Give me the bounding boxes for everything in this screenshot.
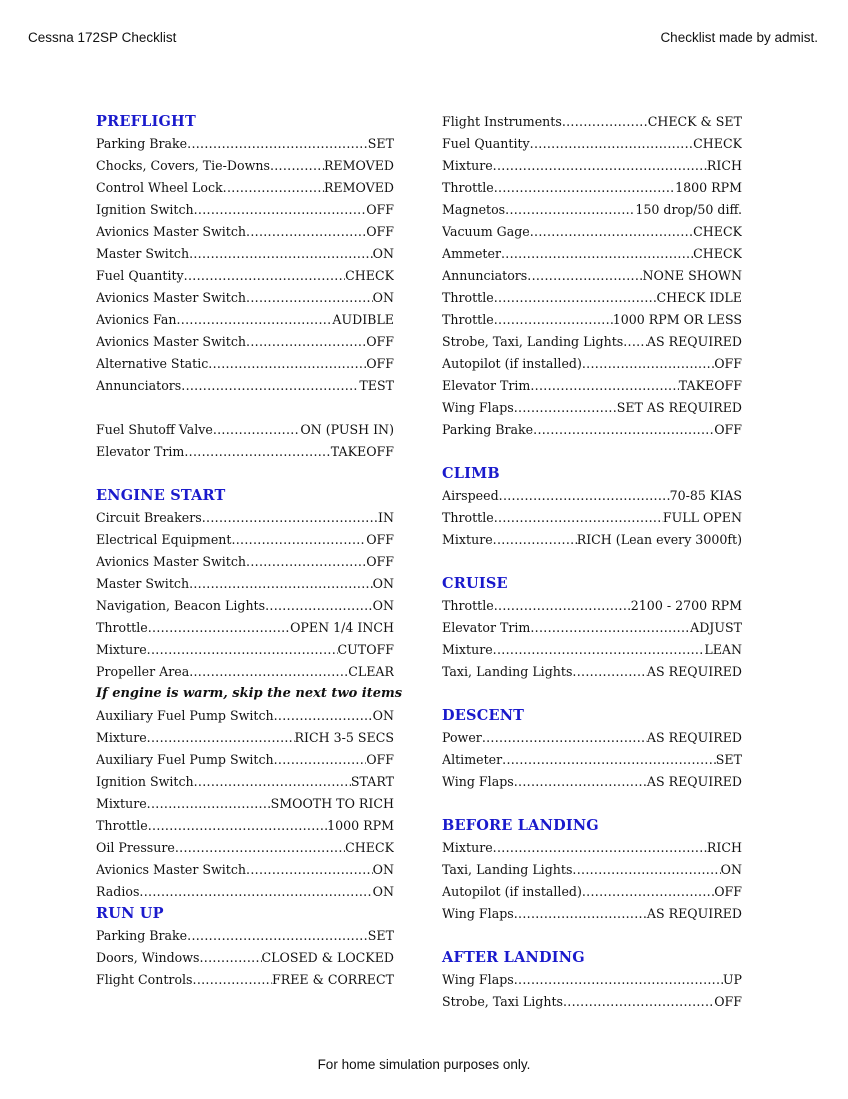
dot-leader [189,243,373,265]
checklist-row [442,771,742,793]
checklist-item: Avionics Master Switch [96,862,247,877]
checklist-row [442,507,742,529]
checklist-item: Elevator Trim [442,620,531,635]
dot-leader [231,529,366,551]
checklist-item: Avionics Fan [96,312,177,327]
checklist-row [96,177,394,199]
checklist-row [442,595,742,617]
dot-leader [184,441,330,463]
checklist-action: 150 drop/50 diff. [635,202,742,217]
checklist-section-descent [442,705,742,815]
checklist-row [442,177,742,199]
dot-leader [270,155,324,177]
checklist-item: Flight Controls [96,972,193,987]
checklist-action: RICH (Lean every 3000ft) [576,532,742,547]
checklist-row [96,155,394,177]
checklist-row [96,265,394,287]
dot-leader [530,617,690,639]
checklist-action: ON [372,708,394,723]
checklist-row [96,441,394,463]
checklist-section-cruise [442,573,742,705]
checklist-action: ON [372,862,394,877]
checklist-item: Wing Flaps [442,906,514,921]
checklist-row [96,419,394,441]
checklist-item: Wing Flaps [442,972,514,987]
checklist-item: Throttle [442,598,494,613]
dot-leader [582,881,714,903]
checklist-row [96,705,394,727]
checklist-action: ON [720,862,742,877]
checklist-row [442,969,742,991]
checklist-row [442,199,742,221]
checklist-action: OFF [714,994,742,1009]
checklist-item: Mixture [442,532,493,547]
checklist-action: ON [372,884,394,899]
checklist-action: CHECK [345,268,394,283]
checklist-section-continued [442,111,742,463]
dot-leader [246,287,373,309]
checklist-row [442,353,742,375]
spacer [442,551,742,573]
checklist-row [96,793,394,815]
checklist-row [442,903,742,925]
dot-leader [148,617,290,639]
checklist-row [442,991,742,1013]
dot-leader [265,595,373,617]
dot-leader [493,155,707,177]
checklist-row [442,419,742,441]
checklist-row [442,749,742,771]
checklist-item: Vacuum Gage [442,224,530,239]
checklist-row [442,331,742,353]
checklist-item: Strobe, Taxi, Landing Lights [442,334,624,349]
dot-leader [514,771,647,793]
dot-leader [572,661,647,683]
spacer [442,793,742,815]
checklist-action: FREE & CORRECT [272,972,394,987]
spacer [442,683,742,705]
dot-leader [494,309,613,331]
dot-leader [148,815,327,837]
dot-leader [184,265,345,287]
dot-leader [189,573,373,595]
checklist-row [442,639,742,661]
checklist-row [96,243,394,265]
dot-leader [208,353,366,375]
checklist-action: AS REQUIRED [646,730,742,745]
checklist-action: CLEAR [348,664,394,679]
dot-leader [200,947,262,969]
checklist-action: TEST [359,378,394,393]
checklist-item: Electrical Equipment [96,532,232,547]
checklist-row [96,661,394,683]
checklist-row [96,881,394,903]
checklist-action: AS REQUIRED [646,906,742,921]
dot-leader [505,199,635,221]
checklist-action: AS REQUIRED [646,774,742,789]
checklist-item: Fuel Quantity [96,268,184,283]
dot-leader [246,331,366,353]
checklist-action: OFF [366,752,394,767]
checklist-action: IN [378,510,394,525]
checklist-action: 1000 RPM OR LESS [612,312,742,327]
checklist-item: Ignition Switch [96,202,194,217]
checklist-row [96,727,394,749]
checklist-item: Auxiliary Fuel Pump Switch [96,708,274,723]
checklist-action: ON [372,576,394,591]
checklist-item: Parking Brake [442,422,534,437]
dot-leader [274,705,373,727]
checklist-item: Oil Pressure [96,840,175,855]
dot-leader [482,727,647,749]
checklist-item: Elevator Trim [96,444,185,459]
checklist-row [442,617,742,639]
checklist-section-engine-start [96,485,403,903]
checklist-action: SET AS REQUIRED [616,400,742,415]
checklist-item: Control Wheel Lock [96,180,223,195]
checklist-action: OFF [366,334,394,349]
checklist-item: Throttle [96,818,148,833]
dot-leader [189,661,348,683]
checklist-row [442,265,742,287]
spacer [96,463,394,485]
checklist-action: CUTOFF [337,642,394,657]
dot-leader [514,903,647,925]
checklist-item: Radios [96,884,140,899]
checklist-item: Taxi, Landing Lights [442,664,573,679]
checklist-item: Chocks, Covers, Tie-Downs [96,158,270,173]
checklist-row [442,155,742,177]
checklist-item: Autopilot (if installed) [442,884,582,899]
checklist-item: Alternative Static [96,356,209,371]
section-title: ENGINE START [96,487,226,504]
checklist-action: 2100 - 2700 RPM [630,598,742,613]
checklist-action: RICH 3-5 SECS [294,730,394,745]
checklist-item: Taxi, Landing Lights [442,862,573,877]
checklist-row [442,837,742,859]
checklist-row [96,529,394,551]
checklist-row [96,353,394,375]
checklist-item: Throttle [96,620,148,635]
dot-leader [493,639,705,661]
checklist-item: Magnetos [442,202,506,217]
checklist-row [96,617,394,639]
checklist-row [96,133,394,155]
dot-leader [530,375,678,397]
header-credit: Checklist made by admist. [660,30,818,45]
checklist-row [96,309,394,331]
dot-leader [194,199,367,221]
checklist-action: CHECK & SET [647,114,742,129]
dot-leader [494,507,663,529]
checklist-row [96,749,394,771]
checklist-action: SMOOTH TO RICH [270,796,394,811]
checklist-item: Parking Brake [96,136,188,151]
dot-leader [572,859,720,881]
checklist-row [96,837,394,859]
section-title: AFTER LANDING [442,949,585,966]
checklist-item: Avionics Master Switch [96,554,247,569]
checklist-item: Avionics Master Switch [96,334,247,349]
checklist-action: REMOVED [323,158,394,173]
checklist-action: OFF [366,202,394,217]
checklist-action: CHECK [345,840,394,855]
checklist-action: ON (PUSH IN) [300,422,394,437]
dot-leader [202,507,378,529]
checklist-action: CHECK [693,246,742,261]
dot-leader [213,419,301,441]
checklist-action: CLOSED & LOCKED [261,950,394,965]
checklist-action: TAKEOFF [678,378,742,393]
checklist-row [96,551,394,573]
checklist-action: CHECK [693,136,742,151]
dot-leader [194,771,351,793]
checklist-section-before-landing [442,815,742,947]
dot-leader [514,969,723,991]
checklist-item: Power [442,730,482,745]
dot-leader [493,837,707,859]
checklist-item: Mixture [96,730,147,745]
checklist-row [96,375,394,397]
dot-leader [139,881,372,903]
checklist-item: Fuel Quantity [442,136,530,151]
checklist-action: TAKEOFF [330,444,394,459]
checklist-item: Strobe, Taxi Lights [442,994,563,1009]
dot-leader [582,353,714,375]
dot-leader [527,265,642,287]
spacer [442,441,742,463]
checklist-action: START [350,774,394,789]
checklist-item: Altimeter [442,752,503,767]
checklist-row [442,243,742,265]
dot-leader [147,727,295,749]
checklist-row [96,595,394,617]
dot-leader [187,925,368,947]
checklist-action: OPEN 1/4 INCH [290,620,394,635]
checklist-row [96,925,394,947]
checklist-row [442,859,742,881]
checklist-row [96,331,394,353]
dot-leader [530,221,693,243]
dot-leader [246,551,366,573]
checklist-action: OFF [366,532,394,547]
checklist-item: Autopilot (if installed) [442,356,582,371]
checklist-item: Mixture [96,796,147,811]
checklist-item: Ammeter [442,246,501,261]
checklist-action: NONE SHOWN [642,268,742,283]
checklist-action: AS REQUIRED [646,334,742,349]
checklist-item: Avionics Master Switch [96,224,247,239]
checklist-item: Propeller Area [96,664,190,679]
checklist-item: Master Switch [96,576,190,591]
checklist-action: OFF [366,224,394,239]
checklist-item: Doors, Windows [96,950,200,965]
dot-leader [223,177,324,199]
dot-leader [562,111,648,133]
checklist-item: Throttle [442,290,494,305]
dot-leader [502,749,716,771]
checklist-action: ON [372,290,394,305]
checklist-row [96,969,394,991]
right-column [442,111,742,1013]
checklist-item: Throttle [442,510,494,525]
dot-leader [494,595,631,617]
section-title: BEFORE LANDING [442,817,599,834]
checklist-row [96,573,394,595]
dot-leader [494,287,657,309]
dot-leader [147,639,338,661]
section-title: PREFLIGHT [96,113,196,130]
checklist-action: FULL OPEN [662,510,742,525]
checklist-action: 70-85 KIAS [669,488,742,503]
checklist-item: Avionics Master Switch [96,290,247,305]
checklist-action: ADJUST [690,620,742,635]
dot-leader [499,485,670,507]
dot-leader [501,243,693,265]
checklist-row [442,661,742,683]
checklist-item: Throttle [442,312,494,327]
checklist-row [96,859,394,881]
checklist-row [96,639,394,661]
checklist-action: UP [722,972,742,987]
dot-leader [274,749,367,771]
section-title: CRUISE [442,575,508,592]
section-title: DESCENT [442,707,525,724]
checklist-row [96,199,394,221]
checklist-action: OFF [714,884,742,899]
header-title: Cessna 172SP Checklist [28,30,177,45]
checklist-item: Airspeed [442,488,499,503]
checklist-action: OFF [366,554,394,569]
checklist-row [442,287,742,309]
checklist-row [96,287,394,309]
dot-leader [175,837,345,859]
checklist-action: ON [372,598,394,613]
checklist-row [96,815,394,837]
dot-leader [176,309,332,331]
checklist-action: AS REQUIRED [646,664,742,679]
checklist-row [442,309,742,331]
checklist-action: SET [367,928,394,943]
checklist-section-climb [442,463,742,573]
checklist-row [442,485,742,507]
checklist-row [442,397,742,419]
checklist-action: SET [367,136,394,151]
checklist-item: Ignition Switch [96,774,194,789]
checklist-action: LEAN [704,642,742,657]
checklist-section-preflight [96,111,394,485]
checklist-item: Mixture [442,840,493,855]
checklist-action: OFF [366,356,394,371]
dot-leader [246,859,373,881]
dot-leader [181,375,359,397]
checklist-row [442,881,742,903]
dot-leader [623,331,647,353]
checklist-row [96,771,394,793]
checklist-action: SET [715,752,742,767]
checklist-row [96,221,394,243]
dot-leader [187,133,368,155]
checklist-item: Navigation, Beacon Lights [96,598,266,613]
checklist-row [96,507,394,529]
checklist-item: Elevator Trim [442,378,531,393]
dot-leader [147,793,271,815]
checklist-item: Parking Brake [96,928,188,943]
checklist-action: ON [372,246,394,261]
checklist-action: 1800 RPM [675,180,742,195]
dot-leader [193,969,273,991]
footer-note: For home simulation purposes only. [317,1057,531,1072]
checklist-item: Annunciators [442,268,528,283]
checklist-section-run-up [96,903,394,991]
dot-leader [514,397,617,419]
spacer [442,925,742,947]
checklist-action: RICH [706,840,742,855]
checklist-action: AUDIBLE [332,312,394,327]
checklist-row [442,221,742,243]
checklist-item: Fuel Shutoff Valve [96,422,213,437]
spacer [96,397,394,419]
checklist-action: OFF [714,356,742,371]
checklist-item: Mixture [96,642,147,657]
checklist-row [442,529,742,551]
checklist-item: Wing Flaps [442,774,514,789]
checklist-action: CHECK IDLE [656,290,742,305]
checklist-row [442,133,742,155]
checklist-item: Circuit Breakers [96,510,202,525]
checklist-item: Master Switch [96,246,190,261]
dot-leader [494,177,675,199]
checklist-row [442,727,742,749]
checklist-item: Mixture [442,642,493,657]
checklist-action: OFF [714,422,742,437]
checklist-item: Auxiliary Fuel Pump Switch [96,752,274,767]
dot-leader [493,529,577,551]
section-title: RUN UP [96,905,164,922]
checklist-action: 1000 RPM [327,818,394,833]
checklist-item: Flight Instruments [442,114,562,129]
checklist-note: If engine is warm, skip the next two items [96,686,403,701]
checklist-item: Annunciators [96,378,182,393]
dot-leader [533,419,714,441]
section-title: CLIMB [442,465,500,482]
dot-leader [246,221,366,243]
checklist-item: Wing Flaps [442,400,514,415]
checklist-action: RICH [706,158,742,173]
checklist-section-after-landing [442,947,742,1013]
left-column [96,111,403,991]
dot-leader [563,991,714,1013]
checklist-item: Throttle [442,180,494,195]
checklist-action: REMOVED [323,180,394,195]
dot-leader [530,133,693,155]
checklist-item: Mixture [442,158,493,173]
checklist-action: CHECK [693,224,742,239]
checklist-row [442,375,742,397]
checklist-row [96,947,394,969]
checklist-row [442,111,742,133]
